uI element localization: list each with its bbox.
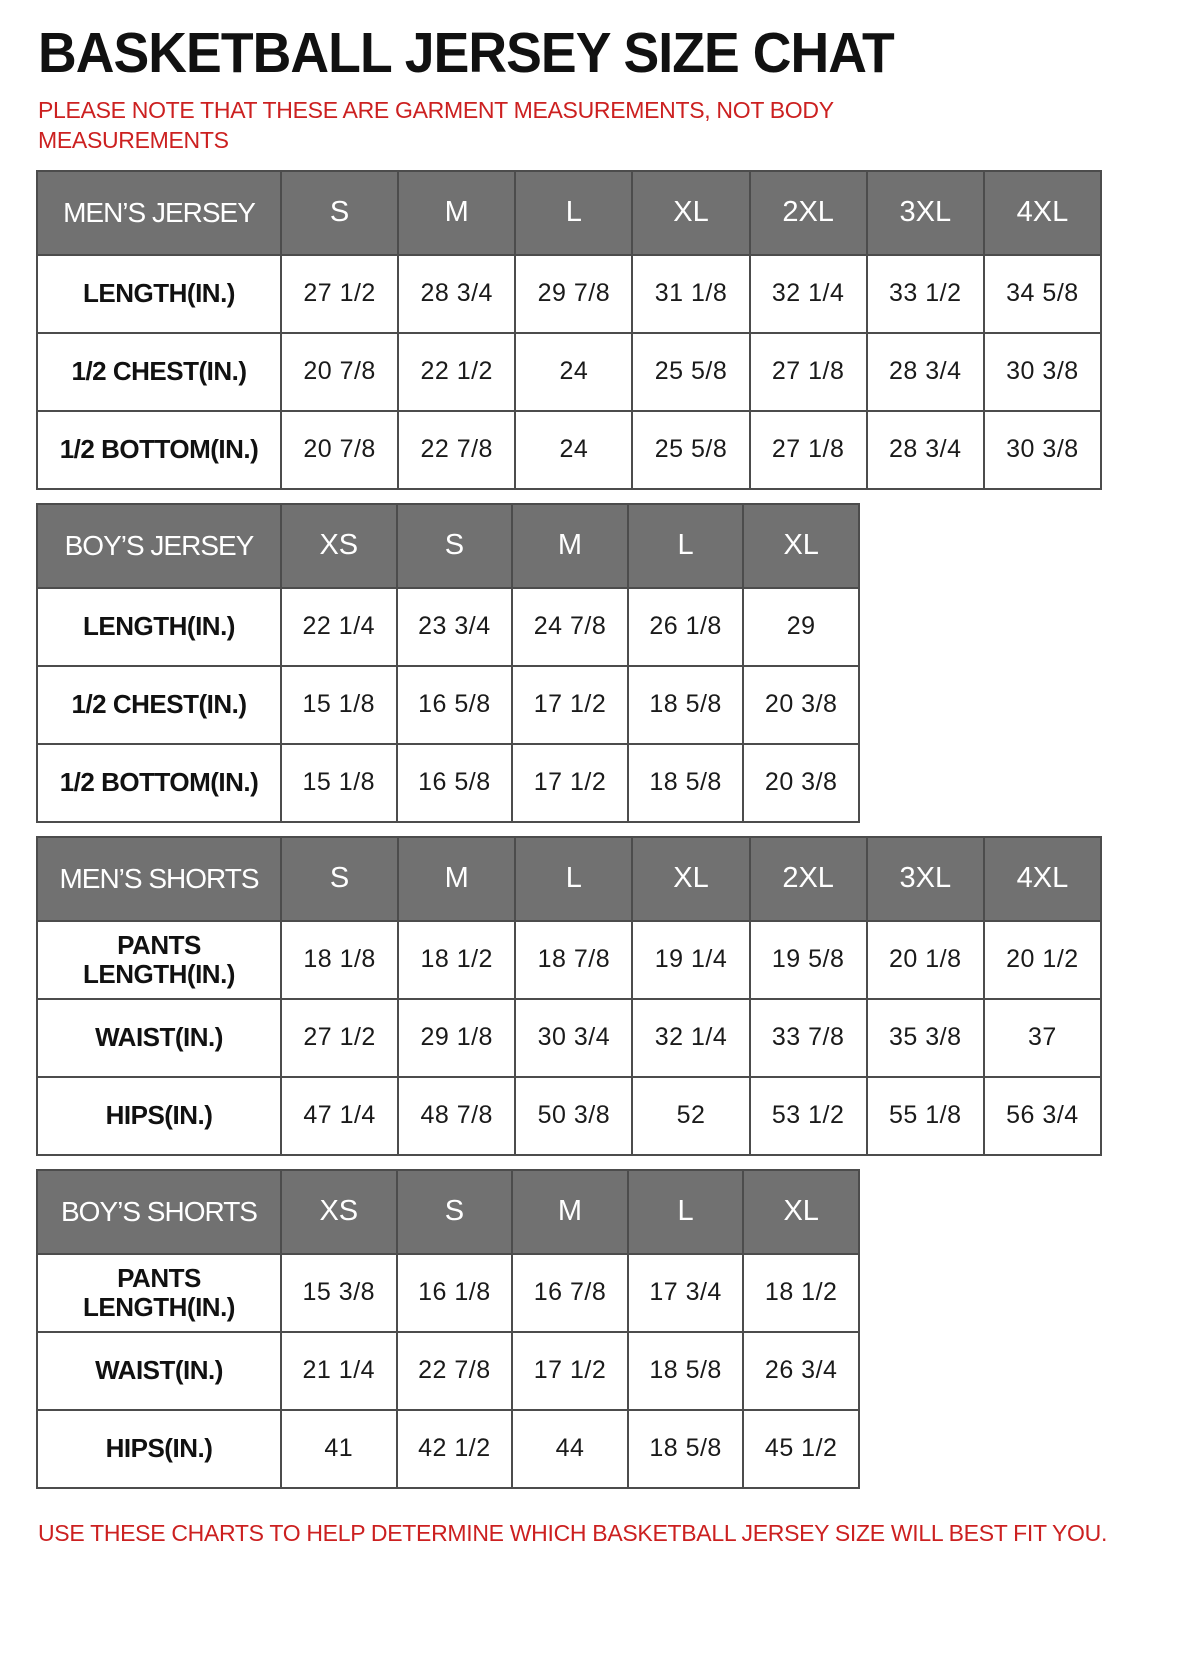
measurement-row-label: LENGTH(IN.) [37,588,281,666]
measurement-value-cell: 20 7/8 [281,411,398,489]
table-row [37,411,1101,489]
measurement-value-cell: 27 1/2 [281,999,398,1077]
measurement-value-cell: 16 5/8 [397,666,513,744]
table-row [37,1254,859,1332]
measurement-value-cell: 28 3/4 [398,255,515,333]
measurement-row-label: 1/2 BOTTOM(IN.) [37,744,281,822]
table-row [37,255,1101,333]
measurement-value-cell: 26 1/8 [628,588,744,666]
measurement-value-cell: 27 1/2 [281,255,398,333]
measurement-value-cell: 32 1/4 [750,255,867,333]
size-column-header: XL [632,171,749,255]
boys-jersey-header-row [37,504,859,588]
size-column-header: M [512,504,628,588]
size-column-header: S [281,837,398,921]
table-row [37,999,1101,1077]
measurement-row-label: 1/2 CHEST(IN.) [37,666,281,744]
size-column-header: 2XL [750,171,867,255]
measurement-value-cell: 28 3/4 [867,333,984,411]
size-column-header: M [398,837,515,921]
footer-note: USE THESE CHARTS TO HELP DETERMINE WHICH BASKETBALL JERSEY SIZE WILL BEST FIT YOU. [38,1519,1108,1546]
measurement-value-cell: 18 1/2 [743,1254,859,1332]
size-column-header: L [515,837,632,921]
measurement-value-cell: 41 [281,1410,397,1488]
measurement-value-cell: 24 [515,411,632,489]
page-title: BASKETBALL JERSEY SIZE CHAT [38,21,894,85]
mens-shorts-table [36,836,1102,1156]
measurement-value-cell: 18 5/8 [628,666,744,744]
boys-shorts-title-cell: BOY’S SHORTS [37,1170,281,1254]
measurement-row-label: PANTS LENGTH(IN.) [37,1254,281,1332]
measurement-value-cell: 29 1/8 [398,999,515,1077]
measurement-value-cell: 29 7/8 [515,255,632,333]
measurement-value-cell: 20 1/2 [984,921,1101,999]
measurement-value-cell: 25 5/8 [632,333,749,411]
table-row [37,1410,859,1488]
measurement-value-cell: 27 1/8 [750,333,867,411]
measurement-value-cell: 37 [984,999,1101,1077]
measurement-value-cell: 15 1/8 [281,744,397,822]
measurement-value-cell: 48 7/8 [398,1077,515,1155]
measurement-value-cell: 44 [512,1410,628,1488]
measurement-row-label: HIPS(IN.) [37,1077,281,1155]
measurement-value-cell: 42 1/2 [397,1410,513,1488]
measurement-value-cell: 15 1/8 [281,666,397,744]
size-column-header: 3XL [867,837,984,921]
measurement-value-cell: 18 5/8 [628,744,744,822]
measurement-value-cell: 33 1/2 [867,255,984,333]
size-column-header: L [515,171,632,255]
measurement-value-cell: 17 1/2 [512,666,628,744]
mens-shorts-header-row [37,837,1101,921]
table-row [37,744,859,822]
measurement-value-cell: 20 7/8 [281,333,398,411]
measurement-value-cell: 18 5/8 [628,1410,744,1488]
measurement-value-cell: 52 [632,1077,749,1155]
table-row [37,1332,859,1410]
table-row [37,333,1101,411]
size-column-header: XL [743,1170,859,1254]
measurement-value-cell: 24 [515,333,632,411]
measurement-value-cell: 34 5/8 [984,255,1101,333]
measurement-value-cell: 45 1/2 [743,1410,859,1488]
measurement-row-label: 1/2 BOTTOM(IN.) [37,411,281,489]
mens-shorts-title-cell: MEN’S SHORTS [37,837,281,921]
measurement-value-cell: 29 [743,588,859,666]
measurement-value-cell: 27 1/8 [750,411,867,489]
measurement-value-cell: 20 1/8 [867,921,984,999]
measurement-value-cell: 22 7/8 [397,1332,513,1410]
boys-shorts-header-row [37,1170,859,1254]
measurement-value-cell: 50 3/8 [515,1077,632,1155]
measurement-value-cell: 20 3/8 [743,744,859,822]
measurement-value-cell: 32 1/4 [632,999,749,1077]
measurement-value-cell: 47 1/4 [281,1077,398,1155]
size-column-header: 4XL [984,837,1101,921]
size-column-header: L [628,504,744,588]
boys-jersey-title-cell: BOY’S JERSEY [37,504,281,588]
size-column-header: L [628,1170,744,1254]
measurement-row-label: LENGTH(IN.) [37,255,281,333]
size-column-header: S [397,504,513,588]
size-column-header: 2XL [750,837,867,921]
size-column-header: XL [632,837,749,921]
measurement-value-cell: 21 1/4 [281,1332,397,1410]
measurement-row-label: PANTS LENGTH(IN.) [37,921,281,999]
table-row [37,921,1101,999]
measurement-value-cell: 16 7/8 [512,1254,628,1332]
measurement-row-label: WAIST(IN.) [37,999,281,1077]
size-column-header: XS [281,504,397,588]
boys-shorts-table [36,1169,860,1489]
mens-jersey-header-row [37,171,1101,255]
measurement-value-cell: 19 5/8 [750,921,867,999]
measurement-value-cell: 23 3/4 [397,588,513,666]
measurement-value-cell: 33 7/8 [750,999,867,1077]
measurement-value-cell: 31 1/8 [632,255,749,333]
measurement-value-cell: 55 1/8 [867,1077,984,1155]
size-column-header: 4XL [984,171,1101,255]
mens-jersey-title-cell: MEN’S JERSEY [37,171,281,255]
measurement-value-cell: 18 5/8 [628,1332,744,1410]
measurement-value-cell: 17 3/4 [628,1254,744,1332]
measurement-value-cell: 18 1/8 [281,921,398,999]
measurement-value-cell: 17 1/2 [512,1332,628,1410]
measurement-row-label: 1/2 CHEST(IN.) [37,333,281,411]
measurement-value-cell: 20 3/8 [743,666,859,744]
measurement-value-cell: 18 7/8 [515,921,632,999]
measurement-value-cell: 17 1/2 [512,744,628,822]
mens-jersey-table [36,170,1102,490]
boys-jersey-table [36,503,860,823]
table-row [37,1077,1101,1155]
measurement-value-cell: 56 3/4 [984,1077,1101,1155]
measurement-row-label: HIPS(IN.) [37,1410,281,1488]
measurement-value-cell: 30 3/8 [984,333,1101,411]
size-column-header: 3XL [867,171,984,255]
size-column-header: M [512,1170,628,1254]
measurement-value-cell: 16 5/8 [397,744,513,822]
tables [36,170,1200,1489]
measurement-value-cell: 26 3/4 [743,1332,859,1410]
measurement-value-cell: 30 3/8 [984,411,1101,489]
measurement-value-cell: 53 1/2 [750,1077,867,1155]
measurement-value-cell: 30 3/4 [515,999,632,1077]
measurement-value-cell: 18 1/2 [398,921,515,999]
measurement-value-cell: 22 1/4 [281,588,397,666]
size-column-header: S [397,1170,513,1254]
size-column-header: M [398,171,515,255]
size-column-header: XS [281,1170,397,1254]
measurement-value-cell: 15 3/8 [281,1254,397,1332]
size-column-header: XL [743,504,859,588]
measurement-value-cell: 16 1/8 [397,1254,513,1332]
measurement-value-cell: 22 7/8 [398,411,515,489]
measurement-value-cell: 25 5/8 [632,411,749,489]
measurement-row-label: WAIST(IN.) [37,1332,281,1410]
measurement-value-cell: 24 7/8 [512,588,628,666]
size-column-header: S [281,171,398,255]
measurement-value-cell: 35 3/8 [867,999,984,1077]
measurement-value-cell: 19 1/4 [632,921,749,999]
garment-measurement-note: PLEASE NOTE THAT THESE ARE GARMENT MEASUREMENTS, NOT BODY MEASUREMENTS [38,97,834,153]
table-row [37,588,859,666]
measurement-value-cell: 28 3/4 [867,411,984,489]
measurement-value-cell: 22 1/2 [398,333,515,411]
table-row [37,666,859,744]
